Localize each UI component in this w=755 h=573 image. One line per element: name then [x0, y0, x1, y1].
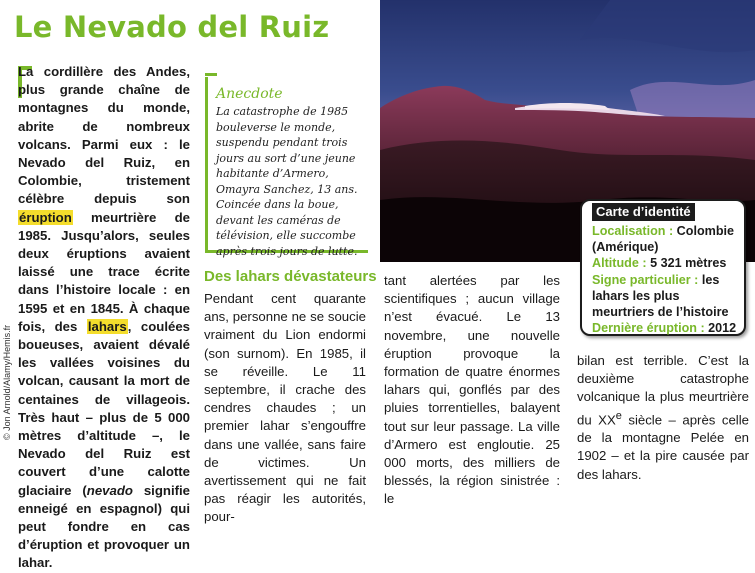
col4-text-1: bilan est terrible. C’est la deuxième catastrophe volcanique la plus meurtrière du XX — [577, 353, 749, 427]
id-altitude-value: 5 321 mètres — [650, 256, 727, 271]
id-altitude-label: Altitude : — [592, 256, 647, 271]
section-subheading: Des lahars dévastateurs — [204, 268, 377, 285]
intro-text-4: signifie enneigé en espagnol) qui peut fondre en cas d’éruption et provoquer un lahar. — [18, 482, 191, 571]
col4-text-2: siècle – après celle de la montagne Pelée en 1902 – et la pire causée par des lahars. — [577, 412, 749, 482]
photo-credit: © Jon Arnold/Alamy/Hemis.fr — [2, 324, 12, 440]
highlight-eruption: éruption — [19, 209, 72, 225]
intro-text-1: La cordillère des Andes, plus grande chaîne de montagnes du monde, abrite de nombreux volcans. Parmi eux : le Nevado del Ruiz, en Colombie, tristement célèbre depuis son — [18, 64, 190, 207]
text-column-3: tant alertées par les scientifiques ; aucun village n’est évacué. Le 13 novembre, une nouvelle éruption provoque la formation de quatre énormes lahars qui, gonflés par des pluies torrentielles, balayent tout sur leur passage. La ville d’Armero est engloutie. 25 000 morts, des milliers de blessés, la région sinistrée : le — [384, 273, 560, 507]
intro-italic-nevado: nevado — [86, 482, 133, 498]
page-title: Le Nevado del Ruiz — [14, 10, 330, 44]
id-sign-value: les lahars les plus meurtriers de l’histoire — [592, 272, 729, 320]
id-sign-label: Signe particulier : — [592, 272, 699, 287]
anecdote-corner — [205, 73, 217, 76]
id-eruption-label: Dernière éruption : — [592, 321, 705, 336]
col4-superscript: e — [615, 409, 622, 422]
highlight-lahars: lahars — [87, 318, 127, 334]
intro-text-2: meurtrière de 1985. Jusqu’alors, seules deux éruptions avaient laissé une trace écrite dans l’histoire locale : en 1595 et en 1845. À chaque fois, des — [18, 209, 190, 334]
identity-card-title: Carte d’identité — [592, 203, 695, 221]
id-eruption — [592, 320, 738, 336]
identity-card-body — [592, 223, 738, 336]
anecdote-title: Anecdote — [216, 86, 283, 102]
id-location-label: Localisation : — [592, 224, 674, 238]
id-altitude — [592, 255, 738, 271]
anecdote-text: La catastrophe de 1985 bouleverse le monde, suspendu pendant trois jours au sort d’une jeune habitante d’Armero, Omayra Sanchez, 13 ans. Coincée dans la boue, devant les caméras de télévision, elle succombe après trois jours de lutte. — [216, 105, 358, 258]
id-location-value: Colombie (Amérique) — [592, 224, 735, 255]
text-column-2: Pendant cent quarante ans, personne ne se soucie vraiment du Lion endormi (son surnom). En 1985, il se réveille. Le 11 septembre, il crache des cendres chaudes ; un premier lahar s’engouffre dans une vallée, sans faire de victimes. Un avertissement qui ne fait pas réagir les autorités, pour- — [204, 291, 366, 525]
id-location — [592, 223, 738, 255]
text-column-4 — [577, 352, 749, 484]
id-eruption-value: 2012 — [708, 321, 737, 336]
id-sign — [592, 272, 738, 321]
intro-column — [18, 63, 190, 573]
intro-text-3: , coulées boueuses, avaient dévalé les vallées voisines du volcan, causant la mort de centaines de villageois. Très haut – plus de 5 000 mètres d’altitude –, le Nevado del Ruiz est couvert d’une calotte glaciaire ( — [18, 318, 190, 498]
